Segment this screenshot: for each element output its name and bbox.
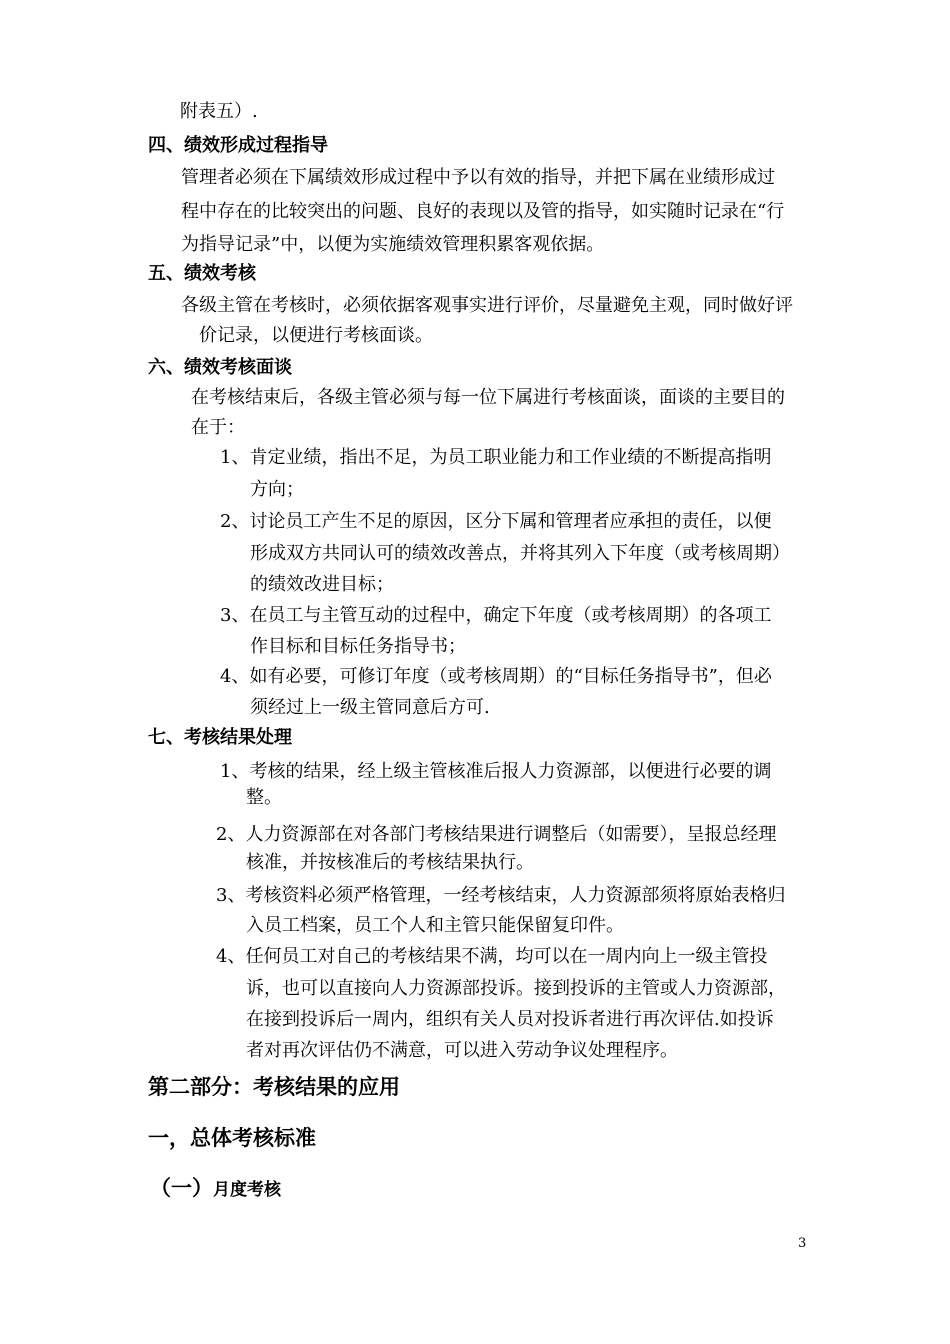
- section-7-item-2-line-1: 2、人力资源部在对各部门考核结果进行调整后（如需要），呈报总经理: [216, 824, 777, 845]
- section-5-heading: 五、绩效考核: [148, 263, 256, 284]
- section-6-item-4-line-2: 须经过上一级主管同意后方可.: [250, 697, 490, 718]
- section-6-intro-1: 在考核结束后，各级主管必须与每一位下属进行考核面谈，面谈的主要目的: [191, 387, 785, 408]
- section-4-heading: 四、绩效形成过程指导: [148, 135, 328, 156]
- section-7-item-2-line-2: 核准，并按核准后的考核结果执行。: [246, 852, 534, 873]
- monthly-assessment-title: [150, 1176, 281, 1202]
- section-6-heading: 六、绩效考核面谈: [148, 357, 292, 378]
- section-4-line-3: 为指导记录”中，以便为实施绩效管理积累客观依据。: [181, 234, 605, 255]
- section-7-item-4-line-4: 者对再次评估仍不满意，可以进入劳动争议处理程序。: [246, 1040, 678, 1061]
- section-6-item-2-line-3: 的绩效改进目标；: [250, 574, 394, 595]
- section-7-item-4-line-1: 4、任何员工对自己的考核结果不满，均可以在一周内向上一级主管投: [216, 946, 768, 967]
- section-6-intro-2: 在于：: [191, 417, 245, 438]
- section-7-item-1-line-2: 整。: [246, 787, 282, 808]
- section-6-item-1-line-1: 1、肯定业绩，指出不足，为员工职业能力和工作业绩的不断提高指明: [220, 447, 772, 468]
- section-7-item-1-line-1: 1、考核的结果，经上级主管核准后报人力资源部，以便进行必要的调: [220, 761, 772, 782]
- section-5-line-2: 价记录，以便进行考核面谈。: [199, 325, 433, 346]
- monthly-assessment-number: （一）: [150, 1176, 213, 1200]
- section-6-item-1-line-2: 方向；: [250, 479, 304, 500]
- section-4-line-2: 程中存在的比较突出的问题、良好的表现以及管的指导，如实随时记录在“行: [181, 201, 785, 222]
- section-7-item-3-line-1: 3、考核资料必须严格管理，一经考核结束，人力资源部须将原始表格归: [216, 885, 786, 906]
- section-4-line-1: 管理者必须在下属绩效形成过程中予以有效的指导，并把下属在业绩形成过: [181, 167, 775, 188]
- section-6-item-2-line-1: 2、讨论员工产生不足的原因，区分下属和管理者应承担的责任，以便: [220, 511, 772, 532]
- monthly-assessment-label: 月度考核: [213, 1180, 281, 1200]
- section-5-line-1: 各级主管在考核时，必须依据客观事实进行评价，尽量避免主观，同时做好评: [181, 295, 793, 316]
- section-7-item-3-line-2: 入员工档案，员工个人和主管只能保留复印件。: [246, 915, 624, 936]
- page-number: 3: [798, 1236, 807, 1251]
- section-7-item-4-line-3: 在接到投诉后一周内，组织有关人员对投诉者进行再次评估.如投诉: [246, 1009, 774, 1030]
- continuation-text: 附表五）.: [180, 101, 258, 122]
- general-standard-title: 一，总体考核标准: [148, 1126, 316, 1150]
- section-7-heading: 七、考核结果处理: [148, 727, 292, 748]
- section-6-item-2-line-2: 形成双方共同认可的绩效改善点，并将其列入下年度（或考核周期）: [250, 543, 790, 564]
- part-2-title: 第二部分：考核结果的应用: [148, 1075, 400, 1099]
- section-6-item-3-line-1: 3、在员工与主管互动的过程中，确定下年度（或考核周期）的各项工: [220, 605, 772, 626]
- section-7-item-4-line-2: 诉，也可以直接向人力资源部投诉。接到投诉的主管或人力资源部，: [246, 978, 786, 999]
- section-6-item-4-line-1: 4、如有必要，可修订年度（或考核周期）的“目标任务指导书”，但必: [220, 666, 772, 687]
- section-6-item-3-line-2: 作目标和目标任务指导书；: [250, 636, 466, 657]
